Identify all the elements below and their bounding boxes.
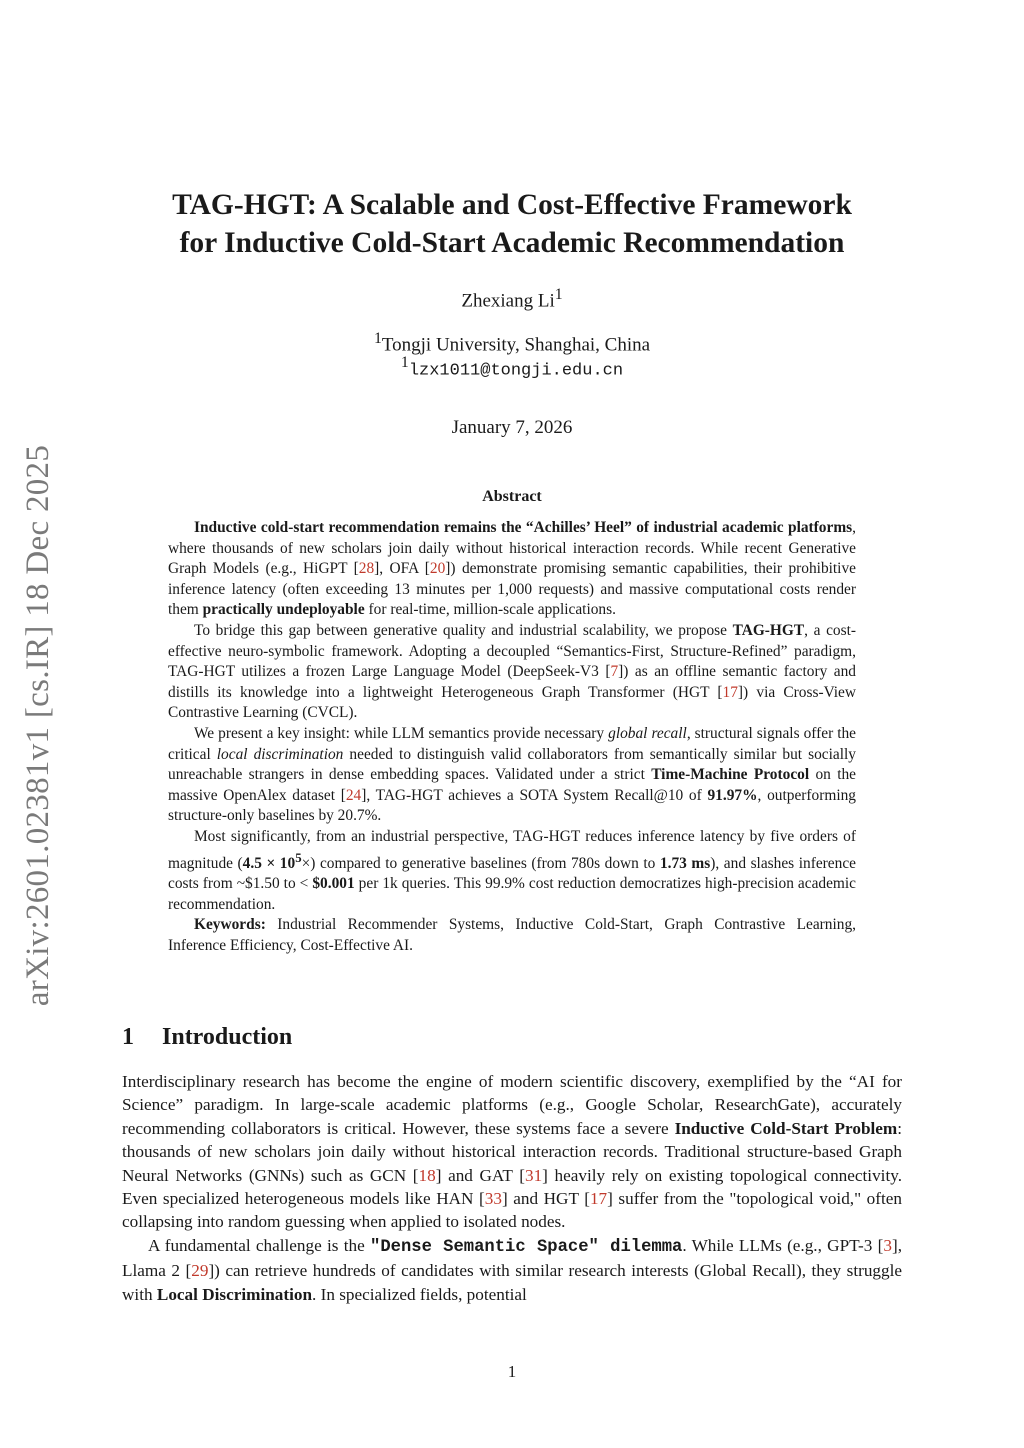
citation-link[interactable]: 31 [524,1165,543,1185]
intro-paragraph-1: Interdisciplinary research has become the engine of modern scientific discovery, exemplified by the “AI for Science” paradigm. In large-scale academic platforms (e.g., Google Scholar, ResearchGate), accurately recommending collaborators is critical. However, these systems face a severe Inductive Cold-Start Problem: thousands of new scholars join daily without historical interaction records. Traditional structure-based Graph Neural Networks (GNNs) such as GCN [18] and GAT [31] heavily rely on existing topological connectivity. Even specialized heterogeneous models like HAN [33] and HGT [17] suffer from the "topological void," often collapsing into random guessing when applied to isolated nodes. [122,1072,902,1232]
citation-link[interactable]: 7 [610,663,619,681]
title-line-1: TAG-HGT: A Scalable and Cost-Effective Framework [172,189,852,221]
affiliation: Tongji University, Shanghai, China [381,334,651,356]
keywords-list: Industrial Recommender Systems, Inductive Cold-Start, Graph Contrastive Learning, Inference Efficiency, Cost-Effective AI. [168,916,856,954]
affiliation-line [0,330,1024,356]
page-number: 1 [507,1362,517,1381]
keywords-label: Keywords: [194,916,266,934]
arxiv-stamp-text: arXiv:2601.02381v1 [cs.IR] 18 Dec 2025 [20,444,57,1006]
citation-link[interactable]: 3 [883,1235,892,1255]
paper-title [100,186,924,262]
email-line [0,354,1024,380]
section-heading [122,1024,822,1051]
section-number: 1 [122,1024,134,1050]
author-name: Zhexiang Li [461,290,555,312]
abstract-paragraph-3: We present a key insight: while LLM semantics provide necessary global recall, structural signals offer the critical local discrimination needed to distinguish valid collaborators from semantically similar but socially unreachable strangers in dense embedding spaces. Validated under a strict Time-Machine Protocol on the massive OpenAlex dataset [24], TAG-HGT achieves a SOTA System Recall@10 of 91.97%, outperforming structure-only baselines by 20.7%. [168,724,857,825]
citation-link[interactable]: 20 [429,560,446,578]
citation-link[interactable]: 33 [484,1189,502,1209]
citation-link[interactable]: 17 [589,1189,608,1209]
abstract-paragraph-4: Most significantly, from an industrial perspective, TAG-HGT reduces inference latency by five orders of magnitude $(4.5 \times 10^5\times)$ compared to generative baselines (from 780s down to 1.73 ms), and slashes inference costs from ~$1.50 to < $0.001 per 1k queries. This 99.9% cost reduction democratizes high-precision academic recommendation. [168,827,856,913]
abstract-paragraph-1: Inductive cold-start recommendation remains the “Achilles’ Heel” of industrial academic platforms, where thousands of new scholars join daily without historical interaction records. While recent Generative Graph Models (e.g., HiGPT [28], OFA [20]) demonstrate promising semantic capabilities, their prohibitive inference latency (often exceeding 13 minutes per 1,000 requests) and massive computational costs render them practically undeployable for real-time, million-scale applications. [168,519,856,619]
abstract-bold-lead: Inductive cold-start recommendation remains the “Achilles’ Heel” of industrial academic platforms [194,519,853,536]
author-line [0,286,1024,312]
title-line-2: for Inductive Cold-Start Academic Recommendation [179,227,845,259]
intro-paragraph-2: A fundamental challenge is the "Dense Semantic Space" dilemma. While LLMs (e.g., GPT-3 [3], Llama 2 [29]) can retrieve hundreds of candidates with similar research interests (Global Recall), they struggle with Local Discrimination. In specialized fields, potential [122,1235,903,1304]
author-sup: 1 [554,286,563,303]
affiliation-sup: 1 [373,330,382,347]
introduction-body [122,1070,902,1306]
abstract-paragraph-2: To bridge this gap between generative quality and industrial scalability, we propose TAG-HGT, a cost-effective neuro-symbolic framework. Adopting a decoupled “Semantics-First, Structure-Refined” paradigm, TAG-HGT utilizes a frozen Large Language Model (DeepSeek-V3 [7]) as an offline semantic factory and distills its knowledge into a lightweight Heterogeneous Graph Transformer (HGT [17]) via Cross-View Contrastive Learning (CVCL). [168,621,856,722]
section-title: Introduction [162,1024,293,1050]
abstract-heading: Abstract [482,488,542,505]
abstract-body [168,518,856,957]
citation-link[interactable]: 17 [722,683,738,701]
citation-link[interactable]: 28 [358,560,375,578]
email-sup: 1 [400,354,409,371]
date: January 7, 2026 [451,417,573,438]
citation-link[interactable]: 29 [191,1261,209,1281]
arxiv-stamp [16,430,62,1020]
email: lzx1011@tongji.edu.cn [408,361,624,381]
citation-link[interactable]: 18 [418,1165,436,1185]
citation-link[interactable]: 24 [345,786,362,804]
keywords [168,915,856,956]
